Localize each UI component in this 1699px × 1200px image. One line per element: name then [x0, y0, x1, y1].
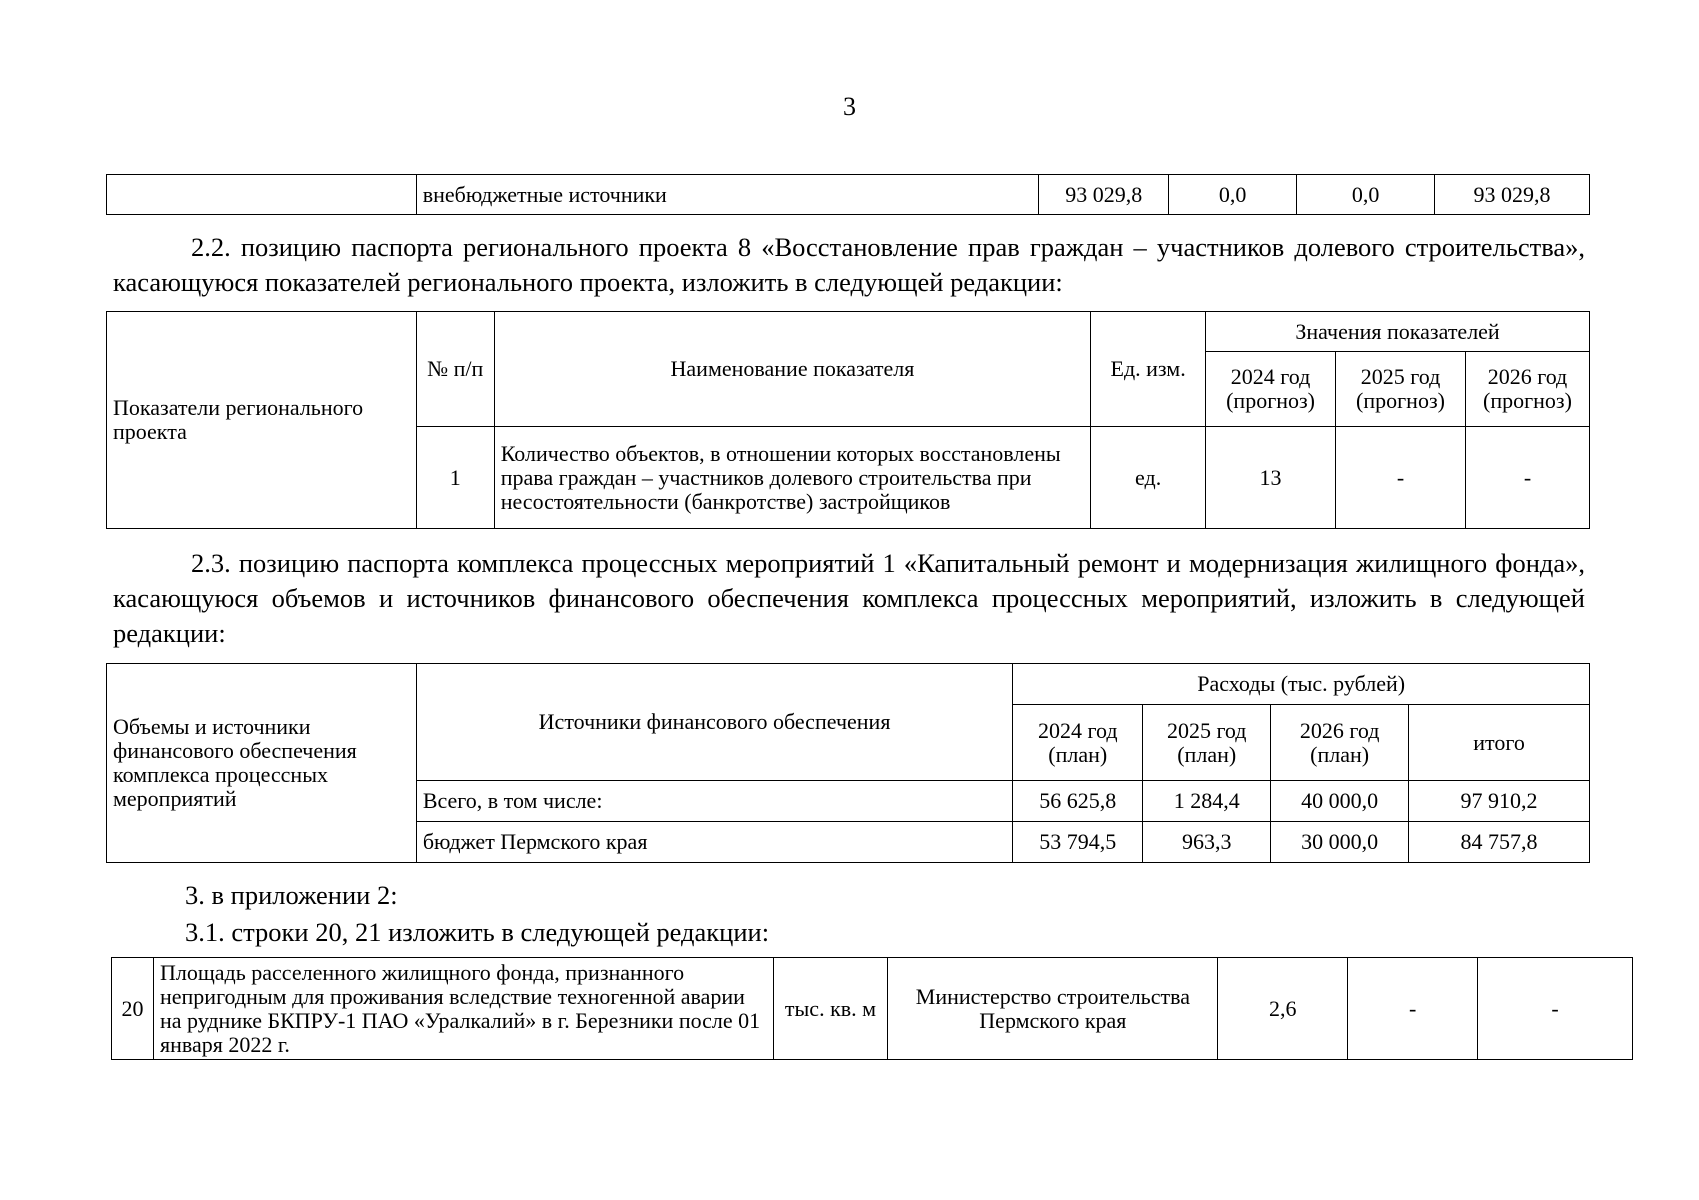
values-header: Значения показателей: [1206, 312, 1590, 352]
source-label: внебюджетные источники: [416, 175, 1039, 215]
value-cell: 56 625,8: [1013, 781, 1143, 822]
source-label: бюджет Пермского края: [416, 822, 1013, 863]
value-cell: 1 284,4: [1143, 781, 1271, 822]
indicator-unit: ед.: [1091, 427, 1206, 529]
year-header: 2024 год (план): [1013, 705, 1143, 781]
funding-continuation-table: [106, 174, 1590, 215]
paragraph-3-1: 3.1. строки 20, 21 изложить в следующей редакции:: [185, 917, 770, 947]
indicator-unit: тыс. кв. м: [773, 958, 888, 1060]
table-row: [112, 958, 1633, 1060]
column-header-sources: Источники финансового обеспечения: [416, 664, 1013, 781]
value-cell: 0,0: [1297, 175, 1435, 215]
paragraph-2-3: 2.3. позицию паспорта комплекса процессных мероприятий 1 «Капитальный ремонт и модернизация жилищного фонда», касающуюся объемов и источников финансового обеспечения комплекса процессных мероприятий, изложить в следующей редакции:: [113, 548, 1585, 648]
value-cell: 93 029,8: [1039, 175, 1169, 215]
year-header: 2024 год (прогноз): [1206, 352, 1336, 427]
value-cell: 963,3: [1143, 822, 1271, 863]
indicator-name: Площадь расселенного жилищного фонда, признанного непригодным для проживания вследствие техногенной аварии на руднике БКПРУ-1 ПАО «Уралкалий» в г. Березники после 01 января 2022 г.: [153, 958, 773, 1060]
table-header-row: [107, 664, 1590, 705]
source-label: Всего, в том числе:: [416, 781, 1013, 822]
value-cell: 40 000,0: [1271, 781, 1409, 822]
year-header: 2026 год (прогноз): [1465, 352, 1589, 427]
total-header: итого: [1409, 705, 1590, 781]
section-label: Объемы и источники финансового обеспечения комплекса процессных мероприятий: [107, 664, 417, 863]
column-header-unit: Ед. изм.: [1091, 312, 1206, 427]
value-cell: 53 794,5: [1013, 822, 1143, 863]
responsible-body: Министерство строительства Пермского края: [888, 958, 1218, 1060]
year-header: 2025 год (план): [1143, 705, 1271, 781]
value-cell: -: [1348, 958, 1478, 1060]
value-cell: -: [1478, 958, 1633, 1060]
value-cell: 13: [1206, 427, 1336, 529]
value-cell: 30 000,0: [1271, 822, 1409, 863]
value-cell: 93 029,8: [1435, 175, 1590, 215]
appendix-rows-table: [111, 957, 1633, 1060]
table-row: [107, 175, 1590, 215]
value-cell: 84 757,8: [1409, 822, 1590, 863]
empty-cell: [107, 175, 417, 215]
table-header-row: [107, 312, 1590, 352]
year-header: 2026 год (план): [1271, 705, 1409, 781]
column-header-num: № п/п: [416, 312, 494, 427]
year-header: 2025 год (прогноз): [1336, 352, 1466, 427]
indicators-table: [106, 311, 1590, 529]
section-label: Показатели регионального проекта: [107, 312, 417, 529]
value-cell: 0,0: [1169, 175, 1297, 215]
expenses-header: Расходы (тыс. рублей): [1013, 664, 1590, 705]
value-cell: 97 910,2: [1409, 781, 1590, 822]
row-number: 20: [112, 958, 154, 1060]
paragraph-2-2: 2.2. позицию паспорта регионального проекта 8 «Восстановление прав граждан – участников долевого строительства», касающуюся показателей регионального проекта, изложить в следующей редакции:: [113, 232, 1585, 297]
row-number: 1: [416, 427, 494, 529]
page-number: 3: [843, 92, 856, 121]
funding-table: [106, 663, 1590, 863]
value-cell: 2,6: [1218, 958, 1348, 1060]
value-cell: -: [1465, 427, 1589, 529]
column-header-name: Наименование показателя: [494, 312, 1090, 427]
indicator-name: Количество объектов, в отношении которых восстановлены права граждан – участников долевого строительства при несостоятельности (банкротстве) застройщиков: [494, 427, 1090, 529]
paragraph-3: 3. в приложении 2:: [185, 880, 398, 910]
value-cell: -: [1336, 427, 1466, 529]
